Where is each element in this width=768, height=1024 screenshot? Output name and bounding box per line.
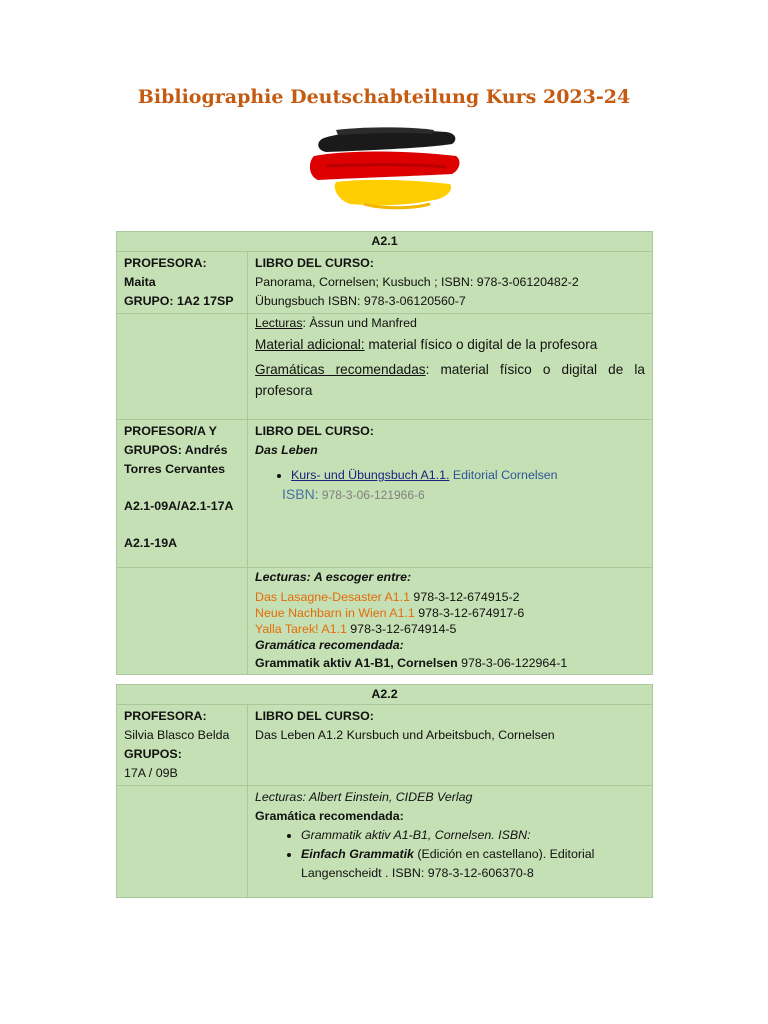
readings-label: Lecturas: bbox=[255, 790, 306, 804]
list-item bbox=[301, 845, 645, 883]
teacher-name: Silvia Blasco Belda bbox=[124, 728, 230, 742]
reading-title: Das Lasagne-Desaster A1.1 bbox=[255, 590, 410, 604]
list-item: • Grammatik aktiv A1-B1, Cornelsen. ISBN: bbox=[301, 826, 645, 845]
course-book-title: Das Leben bbox=[255, 443, 318, 457]
workbook-line: Übungsbuch ISBN: 978-3-06120560-7 bbox=[255, 294, 466, 308]
reading-isbn: 978-3-12-674917-6 bbox=[414, 606, 525, 620]
isbn-value: 978-3-06-121966-6 bbox=[318, 488, 425, 502]
table-row bbox=[117, 786, 653, 898]
grammar-isbn: 978-3-06-122964-1 bbox=[457, 656, 568, 670]
readings-cell bbox=[248, 786, 653, 898]
readings-label: Lecturas: A escoger entre: bbox=[255, 570, 412, 584]
grammar-label: Gramática recomendada: bbox=[255, 809, 404, 823]
group-codes: 17A / 09B bbox=[124, 766, 178, 780]
empty-cell bbox=[117, 314, 248, 420]
material-label: Material adicional: bbox=[255, 337, 365, 352]
teacher-label: PROFESOR/A Y bbox=[124, 424, 217, 438]
german-flag-brushstroke bbox=[306, 126, 462, 212]
table-header-row bbox=[117, 232, 653, 252]
readings-text: : Àssun und Manfred bbox=[302, 316, 417, 330]
course-book-line: Das Leben A1.2 Kursbuch und Arbeitsbuch, Cornelsen bbox=[255, 728, 555, 742]
groups-label: GRUPOS: Andrés bbox=[124, 443, 228, 457]
readings-label: Lecturas bbox=[255, 316, 303, 330]
teacher-label: PROFESORA: bbox=[124, 709, 207, 723]
list-item bbox=[291, 466, 645, 485]
teacher-cell bbox=[117, 252, 248, 314]
grammar-book-title: Einfach Grammatik bbox=[301, 847, 414, 861]
coursebook-link[interactable]: Kurs- und Übungsbuch A1.1. bbox=[291, 468, 450, 482]
course-book-label: LIBRO DEL CURSO: bbox=[255, 709, 374, 723]
flag-red-stripe bbox=[310, 152, 460, 181]
flag-gold-stripe bbox=[335, 180, 451, 208]
grammar-label: Gramática recomendada: bbox=[255, 638, 404, 652]
reading-title: Yalla Tarek! A1.1 bbox=[255, 622, 347, 636]
page-title: Bibliographie Deutschabteilung Kurs 2023-24 bbox=[137, 86, 631, 108]
readings-cell bbox=[248, 568, 653, 675]
course-book-cell bbox=[248, 252, 653, 314]
table-row bbox=[117, 705, 653, 786]
readings-text: Albert Einstein, CIDEB Verlag bbox=[305, 790, 473, 804]
table-header-row bbox=[117, 685, 653, 705]
reading-isbn: 978-3-12-674914-5 bbox=[346, 622, 457, 636]
table-a22 bbox=[116, 684, 653, 898]
materials-cell bbox=[248, 314, 653, 420]
course-book-label: LIBRO DEL CURSO: bbox=[255, 256, 374, 270]
reading-isbn: 978-3-12-674915-2 bbox=[409, 590, 520, 604]
course-book-line: Panorama, Cornelsen; Kusbuch ; ISBN: 978-3-06120482-2 bbox=[255, 275, 579, 289]
course-book-cell bbox=[248, 705, 653, 786]
level-header: A2.2 bbox=[117, 685, 653, 705]
table-row bbox=[117, 420, 653, 568]
level-header: A2.1 bbox=[117, 232, 653, 252]
grammar-label: Gramáticas recomendadas bbox=[255, 362, 426, 377]
group-label: GRUPO: 1A2 17SP bbox=[124, 294, 234, 308]
reading-title: Neue Nachbarn in Wien A1.1 bbox=[255, 606, 415, 620]
isbn-label: ISBN: bbox=[282, 486, 319, 502]
list-item bbox=[255, 589, 645, 605]
teacher-label: PROFESORA: Maita bbox=[124, 256, 207, 289]
teacher-cell bbox=[117, 420, 248, 568]
empty-cell bbox=[117, 568, 248, 675]
flag-black-stripe bbox=[318, 127, 455, 152]
list-item bbox=[255, 605, 645, 621]
material-text: material físico o digital de la profesora bbox=[364, 337, 598, 352]
course-book-cell bbox=[248, 420, 653, 568]
table-row bbox=[117, 314, 653, 420]
teacher-cell bbox=[117, 705, 248, 786]
empty-cell bbox=[117, 786, 248, 898]
groups-label: GRUPOS: bbox=[124, 747, 182, 761]
table-row bbox=[117, 568, 653, 675]
list-item bbox=[255, 621, 645, 637]
table-a21 bbox=[116, 231, 653, 675]
group-codes: A2.1-09A/A2.1-17A bbox=[124, 499, 234, 513]
group-code: A2.1-19A bbox=[124, 536, 178, 550]
teacher-name: Torres Cervantes bbox=[124, 462, 226, 476]
course-book-label: LIBRO DEL CURSO: bbox=[255, 424, 374, 438]
grammar-text: : material físico o digital de la profesora bbox=[255, 362, 645, 398]
table-row bbox=[117, 252, 653, 314]
publisher-text: Editorial Cornelsen bbox=[449, 468, 558, 482]
grammar-book: Grammatik aktiv A1-B1, Cornelsen bbox=[255, 656, 458, 670]
grammar-book-details: (Edición en castellano). Editorial Langenscheidt . ISBN: 978-3-12-606370-8 bbox=[301, 847, 595, 880]
